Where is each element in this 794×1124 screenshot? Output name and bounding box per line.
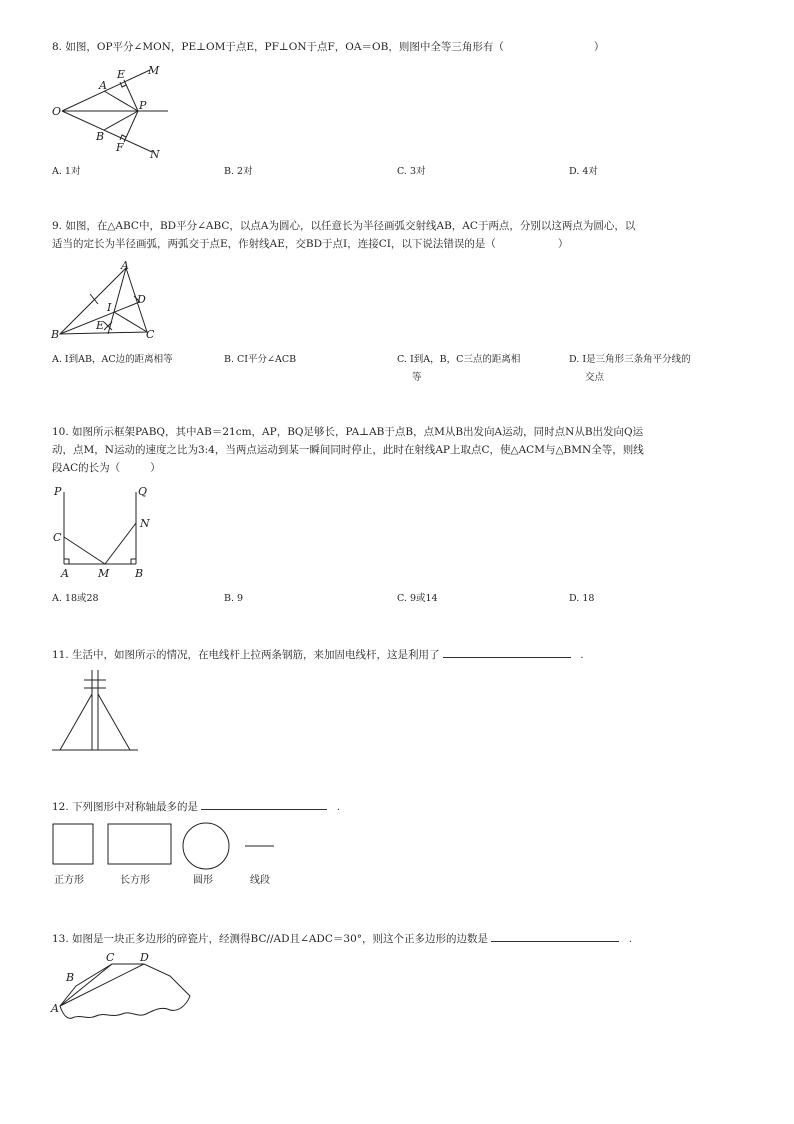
q9-option-d-cont: 交点 [585,372,605,383]
q10-stem-line1: 10. 如图所示框架PABQ，其中AB＝21cm，AP，BQ足够长，PA⊥AB于点B，点M从B出发向A运动，同时点N从B出发向Q运 [52,426,644,438]
q9-label-d: D [137,293,146,306]
q9-option-c-cont: 等 [412,372,422,383]
q10-label-a: A [61,567,69,580]
q8-option-a[interactable]: A. 1对 [52,166,81,177]
q10-stem-line2: 动，点M，N运动的速度之比为3:4，当两点运动到某一瞬间同时停止，此时在射线AP上取点C，使△ACM与△BMN全等，则线 [52,444,644,456]
q13-answer-blank[interactable] [491,929,619,942]
q13-label-c: C [106,951,115,964]
q10-option-b[interactable]: B. 9 [224,593,244,604]
shape-label-rectangle: 长方形 [120,875,150,886]
shape-label-segment: 线段 [250,875,270,886]
q9-option-c[interactable]: C. I到A，B，C三点的距离相 [397,354,521,365]
q8-label-n: N [150,148,160,161]
q9-label-c: C [146,328,155,341]
q8-label-p: P [139,99,147,112]
q8-label-a: A [99,79,107,92]
q13-stem: 13. 如图是一块正多边形的碎瓷片，经测得BC//AD且∠ADC＝30°，则这个正多边形的边数是 . [52,929,632,948]
q10-stem-line3: 段AC的长为（ ） [52,462,161,474]
q9-option-a[interactable]: A. I到AB，AC边的距离相等 [52,354,173,365]
q12-answer-blank[interactable] [201,797,327,810]
q9-figure [50,258,170,343]
q10-label-q: Q [138,485,148,498]
q13-label-a: A [51,1002,59,1015]
q9-option-b[interactable]: B. CI平分∠ACB [224,354,297,365]
square-shape [53,824,93,864]
q11-figure [52,666,142,756]
q10-figure [50,482,160,582]
q10-option-a[interactable]: A. 18或28 [52,593,99,604]
q8-label-b: B [96,130,105,143]
q10-label-n: N [140,517,150,530]
q12-stem: 12. 下列图形中对称轴最多的是 . [52,797,340,816]
q12-shapes [52,820,282,870]
q9-label-e: E [96,319,105,332]
q9-option-d[interactable]: D. I是三角形三条角平分线的 [569,354,691,365]
q9-stem-line2: 适当的定长为半径画弧，两弧交于点E，作射线AE，交BD于点I，连接CI，以下说法错误的是（ ） [52,238,569,250]
q8-label-e: E [117,68,126,81]
q8-figure [50,62,180,162]
q10-option-d[interactable]: D. 18 [569,593,595,604]
q13-label-b: B [66,971,75,984]
q9-label-b: B [51,328,60,341]
q11-answer-blank[interactable] [443,645,571,658]
shape-label-square: 正方形 [54,875,84,886]
q10-label-p: P [54,485,62,498]
q11-stem: 11. 生活中，如图所示的情况，在电线杆上拉两条钢筋，来加固电线杆，这是利用了 . [52,645,584,664]
q9-label-a: A [121,259,129,272]
q8-option-c[interactable]: C. 3对 [397,166,426,177]
q9-stem-line1: 9. 如图，在△ABC中，BD平分∠ABC，以点A为圆心，以任意长为半径画弧交射线AB，AC于两点，分别以这两点为圆心，以 [52,220,636,232]
q8-option-b[interactable]: B. 2对 [224,166,253,177]
q8-label-f: F [116,141,124,154]
q13-figure [50,948,200,1028]
rectangle-shape [108,824,171,864]
q10-label-b: B [135,567,144,580]
shape-label-circle: 圆形 [193,875,213,886]
q8-label-o: O [52,105,62,118]
q10-label-c: C [53,531,62,544]
q10-option-c[interactable]: C. 9或14 [397,593,438,604]
q13-label-d: D [140,951,149,964]
q9-label-i: I [107,301,112,314]
q10-label-m: M [98,567,110,580]
q8-stem: 8. 如图，OP平分∠MON，PE⊥OM于点E，PF⊥ON于点F，OA＝OB，则图中全等三角形有（ ） [52,41,605,53]
circle-shape [183,823,229,869]
q8-option-d[interactable]: D. 4对 [569,166,598,177]
q8-label-m: M [148,64,160,77]
